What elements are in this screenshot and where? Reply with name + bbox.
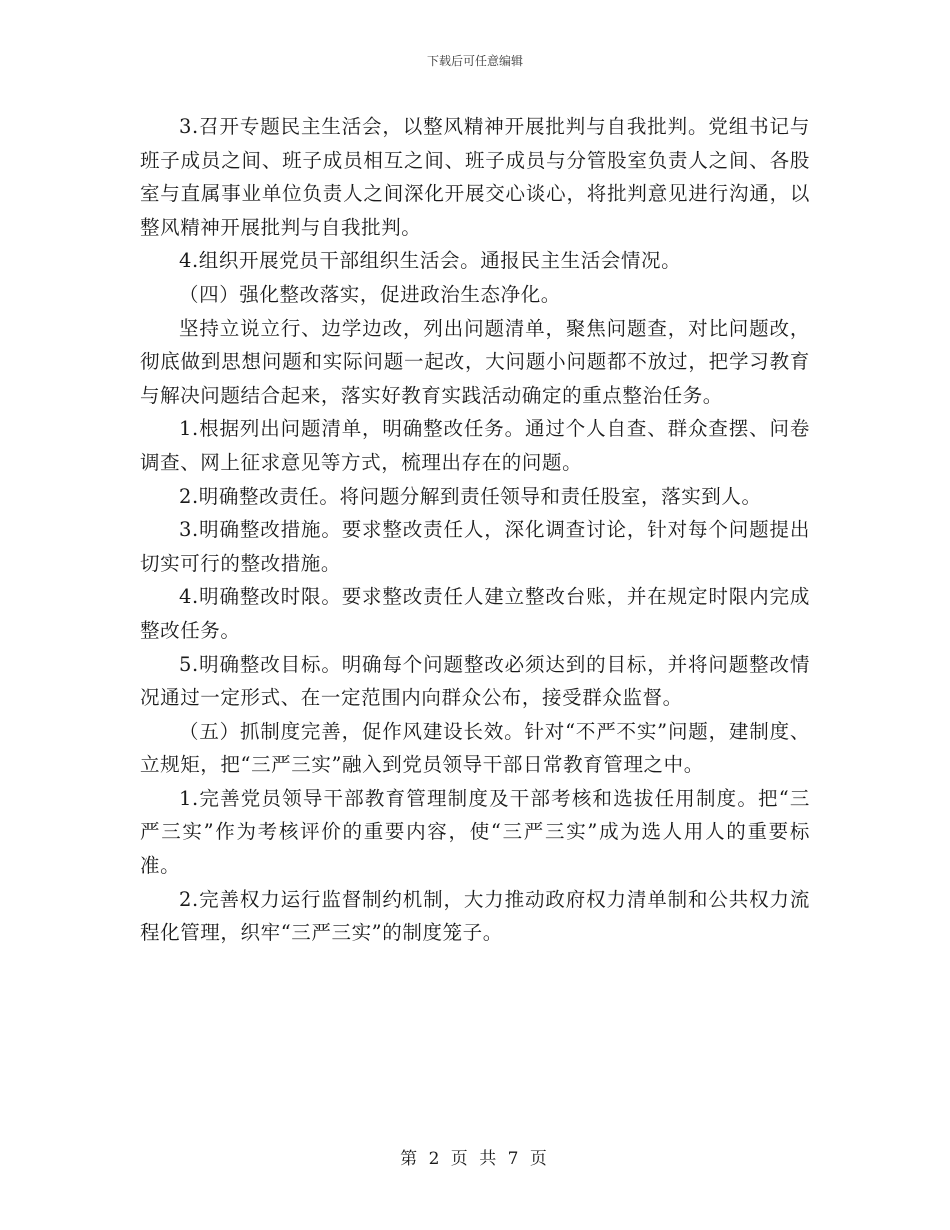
paragraph-1: 3.召开专题民主生活会，以整风精神开展批判与自我批判。党组书记与班子成员之间、班子成员相互之间、班子成员与分管股室负责人之间、各股室与直属事业单位负责人之间深化开展交心谈心，将批判意见进行沟通，以整风精神开展批判与自我批判。 [140, 115, 810, 239]
paragraph-5: 2.明确整改责任。将问题分解到责任领导和责任股室，落实到人。 [179, 484, 762, 508]
paragraph-4: 1.根据列出问题清单，明确整改任务。通过个人自查、群众查摆、问卷调查、网上征求意见等方式，梳理出存在的问题。 [140, 417, 810, 474]
paragraph-3: 坚持立说立行、边学边改，列出问题清单，聚焦问题查，对比问题改，彻底做到思想问题和实际问题一起改，大问题小问题都不放过，把学习教育与解决问题结合起来，落实好教育实践活动确定的重点整治任务。 [140, 316, 810, 407]
paragraph-8: 5.明确整改目标。明确每个问题整改必须达到的目标，并将问题整改情况通过一定形式、在一定范围内向群众公布，接受群众监督。 [140, 652, 810, 710]
section-heading-5: （五）抓制度完善，促作风建设长效。针对“不严不实”问题，建制度、立规矩，把“三严三实”融入到党员领导干部日常教育管理之中。 [140, 719, 810, 777]
paragraph-9: 1.完善党员领导干部教育管理制度及干部考核和选拔任用制度。把“三严三实”作为考核评价的重要内容，使“三严三实”成为选人用人的重要标准。 [140, 786, 810, 878]
section-heading-4: （四）强化整改落实，促进政治生态净化。 [179, 282, 561, 306]
paragraph-6: 3.明确整改措施。要求整改责任人，深化调查讨论，针对每个问题提出切实可行的整改措施。 [140, 518, 810, 575]
paragraph-7: 4.明确整改时限。要求整改责任人建立整改台账，并在规定时限内完成整改任务。 [140, 585, 810, 642]
paragraph-2: 4.组织开展党员干部组织生活会。通报民主生活会情况。 [179, 249, 682, 273]
paragraph-10: 2.完善权力运行监督制约机制，大力推动政府权力清单制和公共权力流程化管理，织牢“三严三实”的制度笼子。 [140, 887, 810, 945]
page-number-footer: 第 2 页 共 7 页 [400, 1149, 550, 1169]
document-body [140, 110, 810, 950]
page-header: 下载后可任意编辑 [426, 54, 523, 68]
